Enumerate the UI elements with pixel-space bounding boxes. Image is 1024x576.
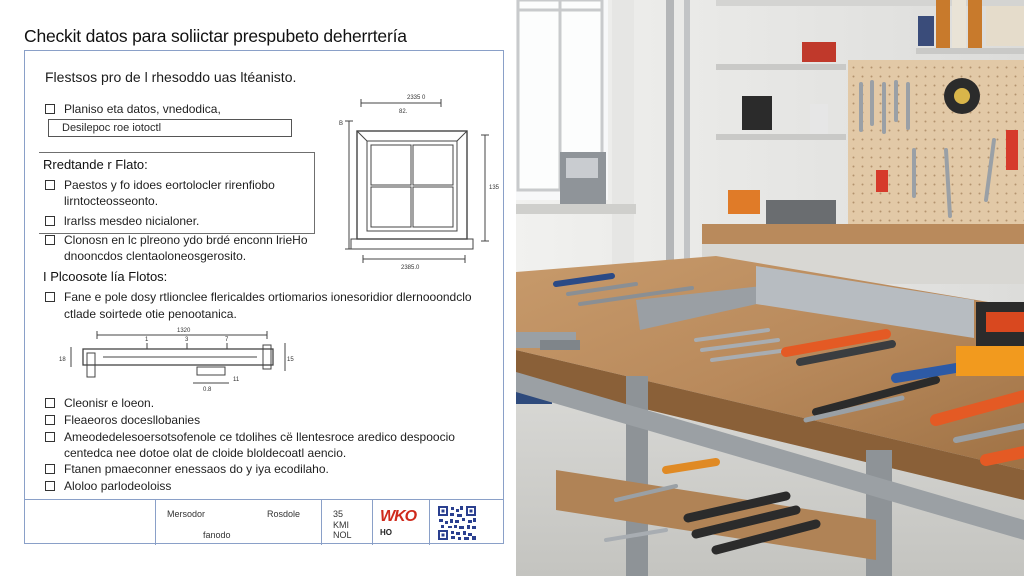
checkbox[interactable]: [45, 104, 55, 114]
checklist-item: lrarlss mesdeo nicialoner.: [45, 214, 199, 229]
sheet-header: Flestsos pro de l rhesoddo uas ltéanisto.: [45, 69, 297, 85]
dimension-label: 7: [225, 337, 229, 343]
dimension-label: 82.: [399, 109, 408, 115]
workshop-photo: [516, 0, 1024, 576]
dimension-label: 1320: [177, 328, 191, 334]
checklist-item: Clonosn en lc plreono ydo brdé enconn lrieHo: [45, 233, 308, 248]
checklist-item: Ftanen pmaeconner enessaos do y iya ecodilaho.: [45, 462, 329, 477]
dimension-label: 135: [489, 185, 500, 191]
checkbox[interactable]: [45, 180, 55, 190]
technical-drawing-profile: [57, 325, 297, 395]
dimension-label: 3: [185, 337, 189, 343]
checkbox[interactable]: [45, 235, 55, 245]
title-block-cell: Rosdole: [267, 509, 301, 519]
checkbox[interactable]: [45, 432, 55, 442]
checkbox[interactable]: [45, 216, 55, 226]
checklist-item-continuation: dnooncdos clentaoloneosgerosito.: [64, 249, 247, 263]
title-block: [25, 499, 503, 544]
checklist-item-continuation: centedca nee dotoe olat de cloide bloldecoatl aencio.: [64, 446, 347, 460]
checklist-item-continuation: ctlade soirtede otie penootanica.: [64, 307, 237, 321]
dimension-label: 15: [287, 357, 294, 363]
checkbox[interactable]: [45, 481, 55, 491]
section-heading: Rredtande r Flato:: [43, 157, 148, 172]
checkbox[interactable]: [45, 415, 55, 425]
text-field[interactable]: Desilepoc roe iotoctl: [48, 119, 292, 137]
dimension-label: B: [339, 121, 344, 127]
checklist-item: Ameodedelesoersotsofenole ce tdolihes cë llentesroce aredico despoocio: [45, 430, 455, 445]
checklist-item: Fleaeoros docesllobanies: [45, 413, 200, 428]
title-block-cell: KMI: [333, 520, 350, 530]
checklist-sheet: [24, 50, 504, 544]
document-title: Checkit datos para soliictar prespubeto deherrtería: [24, 26, 407, 46]
company-logo: WKO HO: [380, 508, 417, 537]
checklist-item: Cleonisr e loeon.: [45, 396, 154, 411]
dimension-label: 2385.0: [401, 265, 420, 271]
checklist-item: Planiso eta datos, vnedodica,: [45, 102, 221, 117]
title-block-cell: 35: [333, 509, 344, 519]
qr-code-icon: [437, 505, 477, 541]
dimension-label: 2335 0: [407, 95, 426, 101]
checklist-item-continuation: lirntocteosseonto.: [64, 194, 159, 208]
checkbox[interactable]: [45, 292, 55, 302]
dimension-label: 11: [233, 377, 240, 383]
checklist-item: Aloloo parlodeoloiss: [45, 479, 171, 494]
checklist-item: Fane e pole dosy rtlionclee flericaldes ortiomarios ionesoridior dlernooondclo: [45, 290, 472, 305]
checkbox[interactable]: [45, 398, 55, 408]
dimension-label: 0.8: [203, 387, 212, 393]
title-block-cell: Mersodor: [167, 509, 206, 519]
title-block-cell: fanodo: [203, 530, 231, 540]
technical-drawing-window: [337, 91, 500, 271]
dimension-label: 18: [59, 357, 66, 363]
section-heading: I Plcoosote lía Flotos:: [43, 269, 168, 284]
dimension-label: 1: [145, 337, 149, 343]
title-block-cell: NOL: [333, 530, 352, 540]
checklist-item: Paestos y fo idoes eortolocler rirenfiobo: [45, 178, 275, 193]
checkbox[interactable]: [45, 464, 55, 474]
